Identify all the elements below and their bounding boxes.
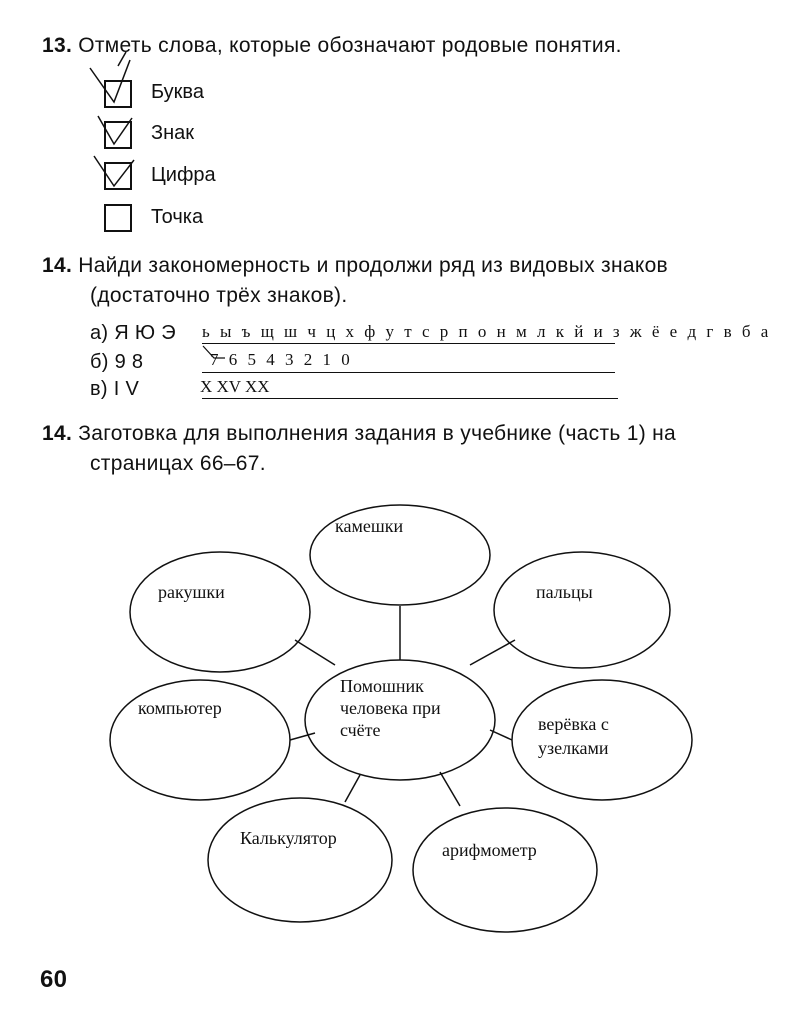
node-label: компьютер [138, 698, 222, 718]
center-label: Помошник человека при счёте [340, 676, 441, 740]
node-label: ракушки [158, 582, 225, 602]
option-label: Точка [151, 206, 204, 228]
node-ellipse [208, 798, 392, 922]
page-number: 60 [40, 966, 68, 993]
row-prefix: а) Я Ю Э [90, 322, 176, 344]
node-ellipse [413, 808, 597, 932]
task-number: 14. [42, 422, 73, 445]
option-label: Цифра [151, 164, 216, 186]
task-text: Отметь слова, которые обозначают родовые понятия. [78, 34, 622, 57]
task-text: Заготовка для выполнения задания в учебнике (часть 1) на [78, 422, 677, 445]
row-prefix: б) 9 8 [90, 351, 144, 373]
option-label: Буква [151, 81, 204, 103]
node-label: верёвка с узелками [538, 714, 609, 758]
task-number: 14. [42, 254, 73, 277]
node-label: арифмометр [442, 840, 537, 860]
node-ellipse [494, 552, 670, 668]
answer-line [202, 398, 618, 399]
node-label: Калькулятор [240, 828, 337, 848]
answer-field-c[interactable]: X XV XX [200, 377, 270, 396]
node-label: пальцы [536, 582, 593, 602]
answer-field-a[interactable]: ь ы ъ щ ш ч ц х ф у т с р п о н м л к й и з ж ё е д г в б а [202, 322, 772, 341]
task-text: страницах 66–67. [90, 452, 266, 475]
task-text: Найди закономерность и продолжи ряд из видовых знаков [78, 254, 669, 277]
answer-field-b[interactable]: 7 6 5 4 3 2 1 0 [210, 350, 353, 369]
node-ellipse [130, 552, 310, 672]
answer-line [202, 372, 615, 373]
answer-line [202, 343, 615, 344]
task14a-heading [42, 254, 668, 278]
task-number: 13. [42, 34, 73, 57]
option-label: Знак [151, 122, 194, 144]
node-label: камешки [335, 516, 404, 536]
check-mark-icon [90, 52, 134, 186]
task14b-heading [42, 422, 676, 446]
row-prefix: в) I V [90, 378, 140, 400]
task-text: (достаточно трёх знаков). [90, 284, 348, 307]
